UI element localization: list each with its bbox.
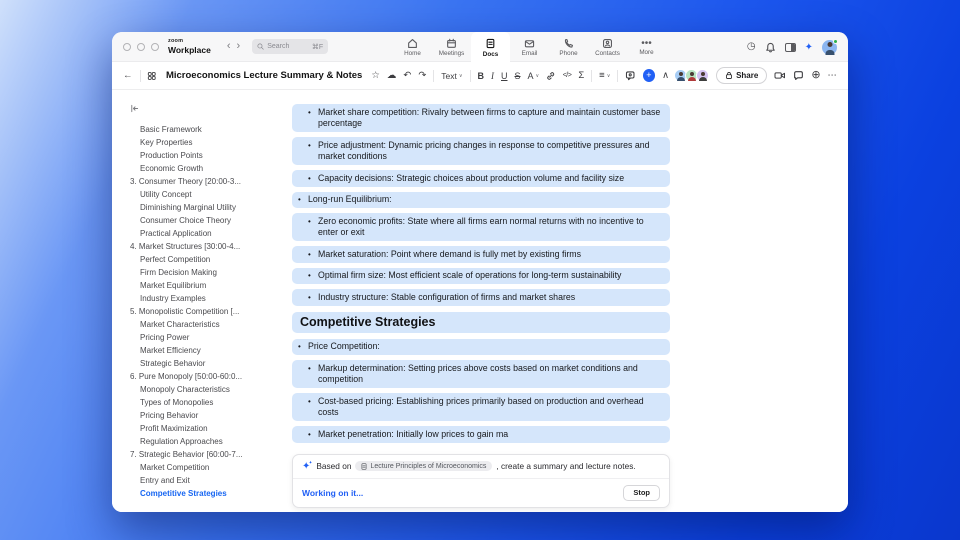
ai-sparkle-icon: ✦ ✦ (302, 461, 310, 472)
outline-item[interactable]: Pricing Behavior (140, 411, 199, 420)
user-avatar[interactable] (822, 40, 837, 55)
outline-item[interactable]: 5. Monopolistic Competition [... (130, 307, 240, 316)
outline-item[interactable]: Regulation Approaches (140, 437, 223, 446)
doc-bullet-line[interactable] (292, 339, 670, 356)
outline-item[interactable]: 4. Market Structures [30:00-4... (130, 242, 241, 251)
tab-label: Email (521, 50, 538, 58)
collapse-toolbar-button[interactable]: ∧ (662, 69, 670, 81)
cloud-saved-icon: ☁ (386, 69, 397, 81)
tab-home[interactable] (393, 32, 432, 62)
ai-companion-icon[interactable]: ✦ (804, 41, 813, 53)
ai-prompt-row (293, 455, 669, 479)
tab-meetings[interactable] (432, 32, 471, 62)
outline-item[interactable]: Practical Application (140, 229, 212, 238)
bullet-marker: • (308, 249, 311, 259)
outline-item[interactable]: 7. Strategic Behavior [60:00-7... (130, 450, 243, 459)
doc-bullet-line[interactable] (292, 137, 670, 165)
bullet-text: Price adjustment: Dynamic pricing changes in response to competitive pressures and market conditions (318, 139, 650, 161)
search-icon (257, 43, 264, 50)
outline-item[interactable]: Perfect Competition (140, 255, 211, 264)
phone-icon (563, 38, 574, 49)
ai-status-row (293, 479, 669, 507)
doc-bullet-line[interactable] (292, 192, 670, 209)
text-color-dropdown[interactable] (528, 71, 540, 81)
outline-item[interactable]: Diminishing Marginal Utility (140, 203, 237, 212)
text-style-dropdown[interactable] (441, 71, 462, 81)
bullet-text: Optimal firm size: Most efficient scale of operations for long-term sustainability (318, 270, 622, 280)
source-doc-chip[interactable] (355, 461, 492, 471)
collaborator-avatars (676, 69, 709, 82)
outline-item[interactable]: Market Efficiency (140, 346, 201, 355)
bullet-marker: • (308, 396, 311, 406)
docs-icon (485, 38, 496, 49)
side-panel-icon[interactable] (785, 43, 796, 52)
doc-bullet-line[interactable] (292, 426, 670, 443)
outline-item[interactable]: Profit Maximization (140, 424, 208, 433)
divider (617, 70, 618, 82)
outline-item[interactable]: Competitive Strategies (140, 489, 227, 498)
outline-item[interactable]: 3. Consumer Theory [20:00-3... (130, 177, 242, 186)
bullet-text: Market share competition: Rivalry between firms to capture and maintain customer base percentage (318, 106, 661, 128)
outline-item[interactable]: Market Competition (140, 463, 210, 472)
outline-sidebar (112, 90, 290, 512)
chevron-down-icon: ∨ (458, 72, 463, 79)
undo-icon[interactable]: ↶ (403, 69, 412, 81)
bullet-text: Zero economic profits: State where all firms earn normal returns with no incentive to enter or exit (318, 215, 644, 237)
globe-language-icon[interactable]: ⊕ (811, 69, 821, 81)
bullet-marker: • (308, 140, 311, 150)
search-placeholder: Search (267, 43, 290, 50)
doc-toolbar (112, 62, 848, 90)
doc-bullet-line[interactable] (292, 246, 670, 263)
outline-item[interactable]: Market Equilibrium (140, 281, 207, 290)
text-color-icon: A (527, 70, 534, 81)
doc-title: Microeconomics Lecture Summary & Notes (165, 70, 363, 81)
bullet-marker: • (308, 363, 311, 373)
zoom-workplace-logo (168, 39, 211, 54)
tab-docs[interactable] (471, 32, 510, 63)
italic-button[interactable]: I (491, 70, 494, 81)
underline-button[interactable]: U (501, 70, 508, 81)
history-icon[interactable]: ◷ (746, 41, 756, 52)
minimize-window-button[interactable] (137, 43, 145, 51)
tab-contacts[interactable] (588, 32, 627, 62)
outline-item[interactable]: Pricing Power (140, 333, 190, 342)
code-block-button[interactable]: </> (562, 72, 572, 79)
bullet-marker: • (308, 216, 311, 226)
align-icon: ≡ (599, 69, 605, 81)
plus-icon: + (646, 70, 652, 80)
topbar-right-controls (747, 32, 837, 62)
redo-icon[interactable]: ↷ (418, 69, 427, 81)
stop-button[interactable]: Stop (623, 485, 660, 501)
video-camera-icon[interactable] (774, 70, 786, 81)
outline-item[interactable]: Utility Concept (140, 190, 192, 199)
tab-label: Contacts (595, 50, 620, 58)
collapse-outline-button[interactable] (130, 100, 284, 118)
tab-more[interactable] (627, 32, 666, 62)
divider (433, 70, 434, 82)
window-controls[interactable] (123, 43, 159, 51)
tab-label: Docs (482, 50, 499, 58)
link-icon[interactable] (546, 71, 556, 81)
doc-main (112, 90, 848, 512)
ai-prompt-prefix: Based on (316, 461, 352, 471)
app-topbar (112, 32, 848, 62)
bullet-marker: • (308, 173, 311, 183)
back-button[interactable]: ← (123, 69, 133, 81)
list-align-dropdown[interactable] (599, 71, 610, 81)
doc-bullet-line[interactable] (292, 213, 670, 241)
insert-plus-button[interactable] (643, 69, 655, 82)
outline-item[interactable]: Industry Examples (140, 294, 206, 303)
logo-zoom-text: zoom (168, 38, 184, 44)
bullet-marker: • (308, 429, 311, 439)
bullet-marker: • (298, 342, 301, 351)
app-tabs (393, 32, 666, 63)
bullet-text: Long-run Equilibrium: (308, 194, 392, 204)
doc-bullet-line[interactable] (292, 104, 670, 132)
tab-label: Meetings (438, 50, 465, 58)
home-icon (407, 38, 418, 49)
bullet-text: Market saturation: Point where demand is fully met by existing firms (318, 248, 582, 259)
doc-bullet-line[interactable] (292, 170, 670, 187)
bullet-text: Price Competition: (308, 341, 380, 351)
outline-list (130, 123, 284, 500)
equation-button[interactable]: Σ (578, 69, 585, 81)
bullet-text: Market penetration: Initially low prices to gain ma (318, 428, 509, 439)
apps-grid-icon[interactable] (147, 71, 157, 81)
doc-bullet-line[interactable] (292, 360, 670, 388)
outline-item[interactable]: Entry and Exit (140, 476, 190, 485)
star-favorite-icon[interactable]: ☆ (371, 69, 380, 81)
doc-blocks (292, 104, 670, 443)
bullet-marker: • (308, 107, 311, 117)
toolbar-right-group (676, 67, 837, 84)
tab-phone[interactable] (549, 32, 588, 62)
outline-item[interactable]: Consumer Choice Theory (140, 216, 232, 225)
outline-item[interactable]: Basic Framework (140, 125, 202, 134)
outline-item[interactable]: Strategic Behavior (140, 359, 206, 368)
bullet-text: Markup determination: Setting prices above costs based on market conditions and competition (318, 362, 638, 384)
maximize-window-button[interactable] (151, 43, 159, 51)
outline-item[interactable]: Production Points (140, 151, 203, 160)
outline-item[interactable]: Firm Decision Making (140, 268, 217, 277)
chevron-down-icon: ∨ (606, 72, 611, 79)
tab-email[interactable] (510, 32, 549, 62)
nav-back-button[interactable]: ‹ (226, 40, 231, 52)
divider (140, 70, 141, 82)
meetings-icon (446, 38, 457, 49)
contacts-icon (602, 38, 613, 49)
comment-icon[interactable] (625, 70, 635, 81)
text-style-label: Text (441, 70, 457, 81)
doc-heading[interactable]: Competitive Strategies (292, 312, 670, 333)
outline-item[interactable]: Key Properties (140, 138, 193, 147)
divider (591, 70, 592, 82)
zoom-workplace-window (112, 32, 848, 512)
bullet-text: Industry structure: Stable configuration of firms and market shares (318, 291, 576, 302)
more-options-icon[interactable]: ⋯ (827, 69, 838, 81)
close-window-button[interactable] (123, 43, 131, 51)
doc-bullet-line[interactable] (292, 393, 670, 421)
outline-item[interactable]: Monopoly Characteristics (140, 385, 230, 394)
online-status-dot (833, 39, 838, 44)
share-button[interactable] (716, 67, 767, 84)
outline-item[interactable]: Market Characteristics (140, 320, 220, 329)
tab-label: Phone (559, 50, 578, 58)
outline-item[interactable]: 6. Pure Monopoly [50:00-60:0... (130, 372, 243, 381)
lock-icon (725, 71, 733, 80)
ai-companion-panel (292, 454, 670, 508)
search-input[interactable] (252, 39, 328, 54)
notifications-bell-icon[interactable] (765, 42, 776, 53)
logo-workplace-text: Workplace (168, 44, 211, 55)
doc-bullet-line[interactable] (292, 289, 670, 306)
outline-item[interactable]: Types of Monopolies (140, 398, 214, 407)
source-doc-label: Lecture Principles of Microeconomics (370, 462, 487, 470)
email-icon (524, 38, 535, 49)
divider (470, 70, 471, 82)
bullet-text: Capacity decisions: Strategic choices about production volume and facility size (318, 172, 625, 183)
chevron-down-icon: ∨ (535, 72, 540, 79)
outline-item[interactable]: Economic Growth (140, 164, 204, 173)
ai-status-text: Working on it... (302, 487, 364, 498)
share-label: Share (736, 71, 759, 80)
doc-canvas[interactable] (290, 90, 848, 512)
tab-label: More (639, 49, 654, 57)
ai-prompt-suffix: , create a summary and lecture notes. (496, 461, 636, 471)
search-shortcut: ⌘F (311, 43, 324, 51)
bullet-marker: • (308, 271, 311, 280)
bold-button[interactable]: B (477, 70, 484, 81)
document-icon (361, 463, 367, 470)
strikethrough-button[interactable]: S (514, 70, 521, 81)
bullet-text: Cost-based pricing: Establishing prices primarily based on production and overhead costs (318, 395, 644, 417)
tab-label: Home (404, 50, 421, 58)
chat-icon[interactable] (793, 70, 804, 81)
bullet-marker: • (308, 292, 311, 302)
bullet-marker: • (298, 195, 301, 204)
doc-bullet-line[interactable] (292, 268, 670, 285)
nav-forward-button[interactable]: › (236, 40, 241, 52)
collaborator-avatar[interactable] (696, 69, 709, 82)
collapse-sidebar-icon (130, 104, 139, 113)
more-icon: ••• (641, 37, 652, 49)
